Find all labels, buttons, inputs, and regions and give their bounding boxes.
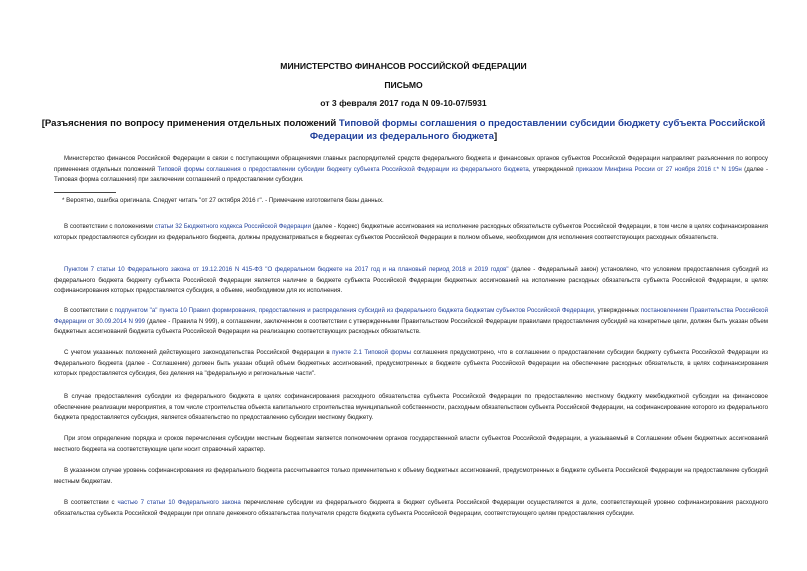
link-government-resolution-999[interactable]: постановлением Правительства Российской Федерации от 30.09.2014 N 999 bbox=[54, 307, 769, 325]
text: В соответствии с положениями bbox=[64, 223, 155, 230]
text: , утвержденной bbox=[528, 165, 576, 173]
paragraph-intro bbox=[54, 154, 768, 186]
title-link-typical-form[interactable]: Типовой формы соглашения о предоставлении субсидии бюджету субъекта Российской Федерации из федерального бюджета bbox=[309, 118, 766, 142]
text: соглашения предусмотрено, что в соглашении о предоставлении субсидии бюджету субъекта Российской Федерации из Федерального бюджета (далее - Соглашение) должен быть указан общий объем бюджетных ассигнований, предусмотренных в бюджете субъекта Российской Федерации на обеспечение расходных обязательств, в целях софинансирования которых предоставляется субсидия, без деления на "федеральную и региональные части". bbox=[54, 349, 768, 378]
link-rules-subparagraph[interactable]: подпунктом "а" пункта 10 Правил формирования, предоставления и распределения субсидий из федерального бюджета бюджетам субъектов Российской Федерации bbox=[114, 307, 594, 314]
text: перечисление субсидии из федерального бюджета в бюджет субъекта Российской Федерации осуществляется в доле, соответствующей уровню софинансирования расходного обязательства субъекта Российской Федерации при оплате денежного обязательства получателя средств бюджета субъекта Российской Федерации, соответствующего целям предоставления субсидии. bbox=[54, 499, 768, 517]
link-clause-2-1[interactable]: пункте 2.1 Типовой формы bbox=[332, 349, 412, 356]
paragraph-cofinancing-level: В указанном случае уровень софинансирования из федерального бюджета рассчитывается только применительно к объему бюджетных ассигнований, предусмотренных в бюджете субъекта Российской Федерации на предоставление субсидий местным бюджетам. bbox=[54, 467, 768, 485]
text: (далее - Правила N 999), в соглашении, заключенном в соответствии с утвержденными Правительством Российской Федерации правилами предоставления субсидий на конкретные цели, должен быть указан объем бюджетных ассигнований бюджета субъекта Российской Федерации на реализацию соответствующих расходных обязательств. bbox=[54, 317, 768, 336]
text: (далее - Федеральный закон) установлено, что условием предоставления субсидий из федерального бюджета бюджету субъекта Российской Федерации является наличие в бюджете субъекта Российской Федерации бюджетных ассигнований на исполнение расходных обязательств субъекта Российской Федерации, в целях софинансирования которых предоставляется субсидия, в объеме, необходимом для их исполнения. bbox=[54, 266, 768, 295]
paragraph-local-budget-subsidy: В случае предоставления субсидии из федерального бюджета в целях софинансирования расходного обязательства субъекта Российской Федерации по предоставлению местному бюджету межбюджетной субсидии на финансовое обеспечение реализации мероприятия, в том числе строительства объекта капитального строительства муниципальной собственности, расходным обязательством субъекта Российской Федерации, на софинансирование которого из федерального бюджета предоставляется субсидия, является обязательство по предоставлению субсидии местному бюджету. bbox=[54, 393, 768, 422]
text: В соответствии с bbox=[64, 499, 118, 506]
text: С учетом указанных положений действующего законодательства Российской Федерации в bbox=[64, 349, 333, 356]
link-minfin-order[interactable]: приказом Минфина России от 27 ноября 2016 г.* N 195н bbox=[575, 165, 742, 173]
paragraph-transfer-order: При этом определение порядка и сроков перечисления субсидии местным бюджетам является полномочием органов государственной власти субъектов Российской Федерации, а указываемый в Соглашении объем бюджетных ассигнований местного бюджета на соответствующие цели носит справочный характер. bbox=[54, 435, 768, 453]
text: Министерство финансов Российской Федерации в связи с поступающими обращениями главных распорядителей средств федерального бюджета и финансовых органов субъектов Российской Федерации направляет разъяснения по вопросу применения отдельных положений bbox=[54, 155, 768, 173]
text: (далее - Типовая форма соглашения) при заключении соглашений о предоставлении субсидии. bbox=[54, 165, 768, 184]
paragraph-federal-law bbox=[54, 265, 768, 297]
text: В соответствии с bbox=[64, 307, 115, 314]
document-title bbox=[40, 117, 767, 143]
document-type: ПИСЬМО bbox=[384, 80, 423, 90]
paragraph-transfer-share bbox=[54, 498, 768, 519]
link-federal-law-part-7[interactable]: частью 7 статьи 10 Федерального закона bbox=[117, 499, 241, 506]
document-date-number: от 3 февраля 2017 года N 09-10-07/5931 bbox=[320, 98, 487, 108]
paragraph-rules-999 bbox=[54, 306, 768, 338]
text: (далее - Кодекс) бюджетные ассигнования на исполнение расходных обязательств субъектов Российской Федерации, в том числе в целях софинансирования которых предоставляются субсидии из федерального бюджета, должны предусматриваться в бюджетах субъектов Российской Федерации в полном объеме, необходимом для исполнения соответствующих расходных обязательств. bbox=[54, 223, 768, 241]
text: , утвержденных bbox=[594, 307, 641, 314]
footnote: * Вероятно, ошибка оригинала. Следует читать "от 27 октября 2016 г". - Примечание изготовителя базы данных. bbox=[62, 197, 384, 204]
link-federal-law-415[interactable]: Пунктом 7 статьи 10 Федерального закона от 19.12.2016 N 415-ФЗ "О федеральном бюджете на 2017 год и на плановый период 2018 и 2019 годов" bbox=[64, 266, 509, 273]
ministry-heading: МИНИСТЕРСТВО ФИНАНСОВ РОССИЙСКОЙ ФЕДЕРАЦИИ bbox=[280, 61, 527, 71]
footnote-divider bbox=[54, 192, 116, 193]
link-budget-code-article-32[interactable]: статьи 32 Бюджетного кодекса Российской Федерации bbox=[154, 223, 311, 230]
title-open: [Разъяснения по вопросу применения отдельных положений bbox=[41, 118, 339, 129]
paragraph-budget-code bbox=[54, 222, 768, 243]
title-close: ] bbox=[493, 131, 498, 142]
paragraph-typical-form-clause bbox=[54, 348, 768, 380]
link-typical-form[interactable]: Типовой формы соглашения о предоставлении субсидии бюджету субъекта Российской Федерации из федерального бюджета bbox=[157, 165, 529, 173]
